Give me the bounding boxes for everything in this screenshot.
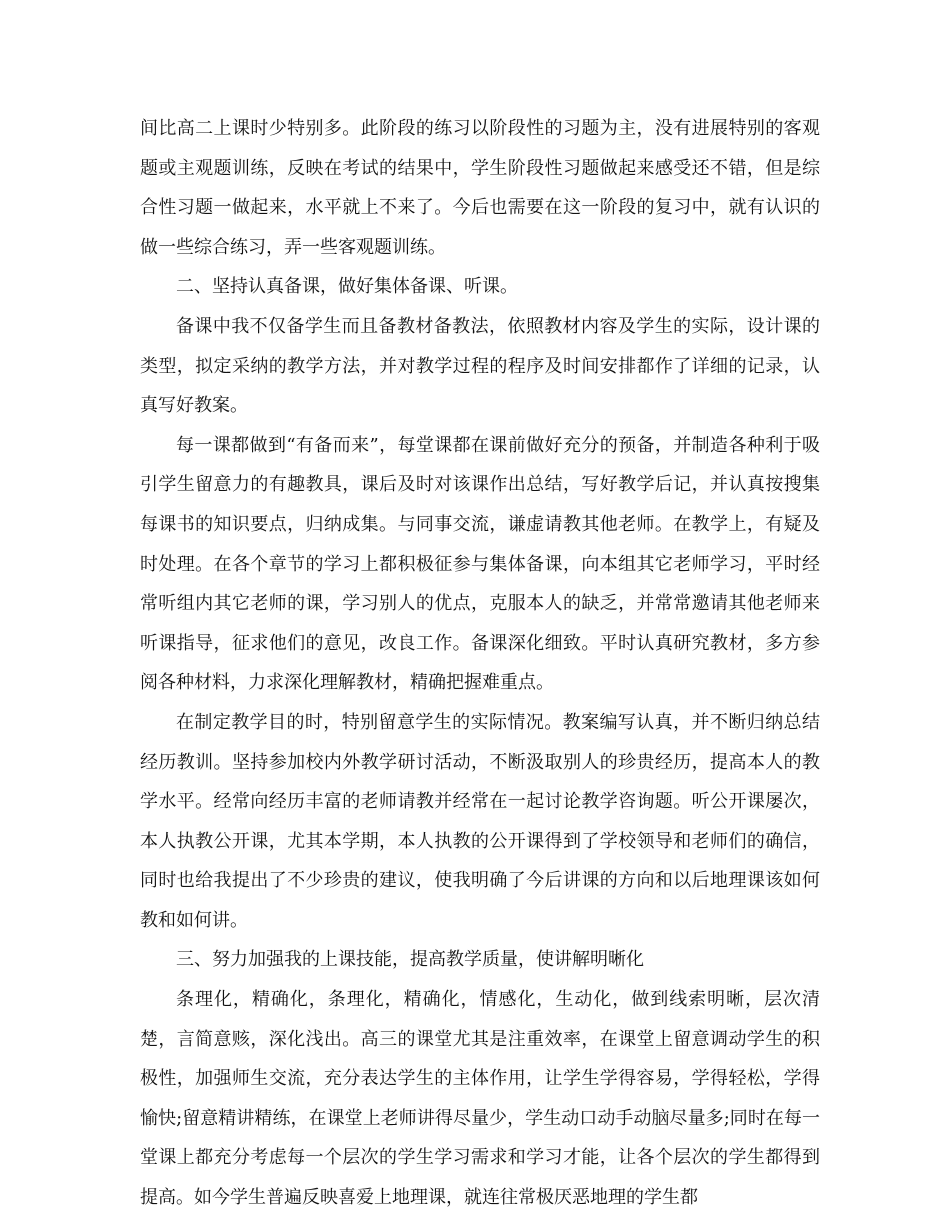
section-heading-3: 三、努力加强我的上课技能，提高教学质量，使讲解明晰化 <box>176 949 644 971</box>
paragraph-3: 备课中我不仅备学生而且备教材备教法，依照教材内容及学生的实际，设计课的类型，拟定采纳的教学方法，并对教学过程的程序及时间安排都作了详细的记录，认真写好教案。 <box>140 315 820 417</box>
document-body <box>140 109 820 1218</box>
paragraph-1: 间比高二上课时少特别多。此阶段的练习以阶段性的习题为主，没有进展特别的客观题或主观题训练，反映在考试的结果中，学生阶段性习题做起来感受还不错，但是综合性习题一做起来，水平就上不来了。今后也需要在这一阶段的复习中，就有认识的做一些综合练习，弄一些客观题训练。 <box>140 118 820 258</box>
paragraph-4: 每一课都做到“有备而来”，每堂课都在课前做好充分的预备，并制造各种利于吸引学生留意力的有趣教具，课后及时对该课作出总结，写好教学后记，并认真按搜集每课书的知识要点，归纳成集。与同事交流，谦虚请教其他老师。在教学上，有疑及时处理。在各个章节的学习上都积极征参与集体备课，向本组其它老师学习，平时经常听组内其它老师的课，学习别人的优点，克服本人的缺乏，并常常邀请其他老师来听课指导，征求他们的意见，改良工作。备课深化细致。平时认真研究教材，多方参阅各种材料，力求深化理解教材，精确把握难重点。 <box>140 434 820 694</box>
paragraph-7: 条理化，精确化，条理化，精确化，情感化，生动化，做到线索明晰，层次清楚，言简意赅，深化浅出。高三的课堂尤其是注重效率，在课堂上留意调动学生的积极性，加强师生交流，充分表达学生的主体作用，让学生学得容易，学得轻松，学得愉快;留意精讲精练，在课堂上老师讲得尽量少，学生动口动手动脑尽量多;同时在每一堂课上都充分考虑每一个层次的学生学习需求和学习才能，让各个层次的学生都得到提高。如今学生普遍反映喜爱上地理课，就连往常极厌恶地理的学生都 <box>140 989 820 1209</box>
section-heading-2: 二、坚持认真备课，做好集体备课、听课。 <box>176 276 518 298</box>
paragraph-5: 在制定教学目的时，特别留意学生的实际情况。教案编写认真，并不断归纳总结经历教训。坚持参加校内外教学研讨活动，不断汲取别人的珍贵经历，提高本人的教学水平。经常向经历丰富的老师请教并经常在一起讨论教学咨询题。听公开课屡次，本人执教公开课，尤其本学期，本人执教的公开课得到了学校领导和老师们的确信，同时也给我提出了不少珍贵的建议，使我明确了今后讲课的方向和以后地理课该如何教和如何讲。 <box>140 711 820 931</box>
